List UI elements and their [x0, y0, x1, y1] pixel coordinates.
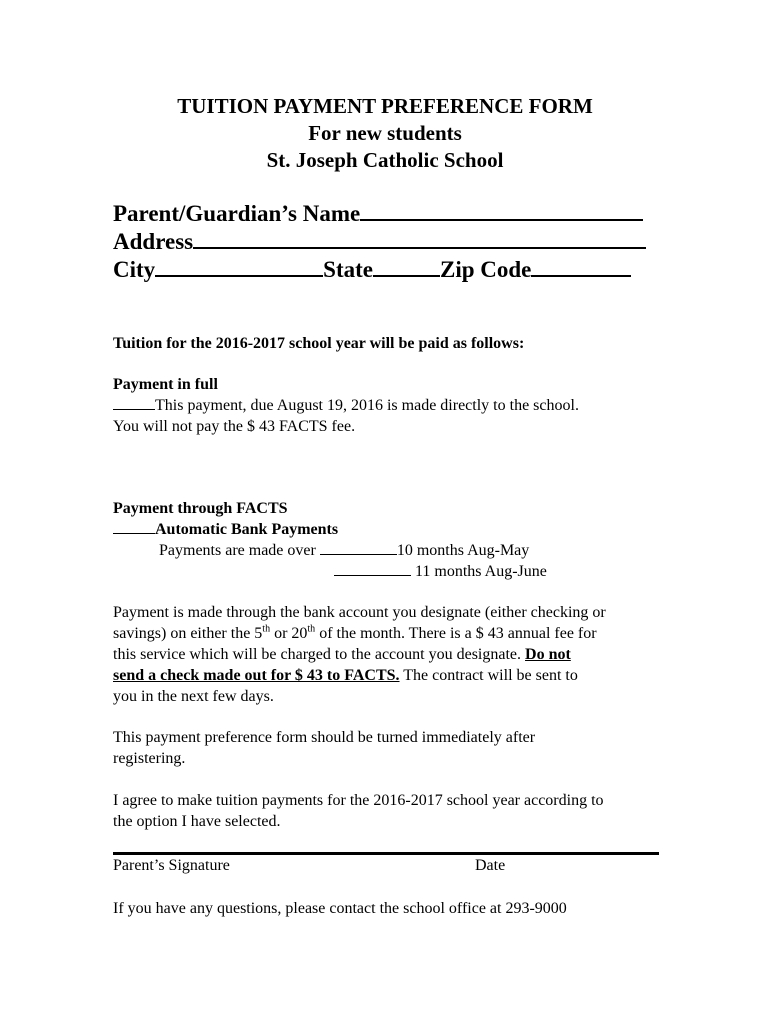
- name-label: Parent/Guardian’s Name: [113, 201, 361, 226]
- address-label: Address: [113, 229, 194, 254]
- explain-warning-start: Do not: [525, 646, 571, 663]
- contact-fields: [113, 199, 646, 283]
- agree-line-1: I agree to make tuition payments for the 2016-2017 school year according to: [113, 792, 604, 809]
- contact-footer: If you have any questions, please contact the school office at 293-9000: [113, 900, 567, 917]
- explain-line-3a: this service which will be charged to the account you designate.: [113, 646, 526, 663]
- facts-section: [113, 498, 547, 582]
- explain-warning-end: send a check made out for $ 43 to FACTS.: [113, 667, 400, 684]
- explain-line-4: [113, 665, 606, 686]
- name-input-line[interactable]: [360, 199, 643, 221]
- form-title: TUITION PAYMENT PREFERENCE FORM: [177, 94, 593, 118]
- city-state-zip-row: [113, 255, 646, 283]
- parent-signature-label: Parent’s Signature: [113, 857, 230, 874]
- city-label: City: [113, 257, 156, 282]
- explain-paragraph: [113, 602, 606, 707]
- explain-line-3: [113, 644, 606, 665]
- zip-input-line[interactable]: [531, 255, 631, 277]
- payment-full-section: [113, 374, 579, 437]
- explain-line-2c: of the month. There is a $ 43 annual fee for: [315, 625, 597, 642]
- notice-line-1: This payment preference form should be turned immediately after: [113, 729, 536, 746]
- agreement-paragraph: [113, 790, 604, 832]
- plan-11-label: 11 months Aug-June: [411, 563, 547, 580]
- state-label: State: [323, 257, 373, 282]
- plan-11-blank[interactable]: [334, 561, 411, 576]
- school-name: St. Joseph Catholic School: [266, 148, 504, 172]
- ordinal-suffix: th: [307, 623, 316, 635]
- explain-line-2a: savings) on either the 5: [113, 625, 263, 642]
- ordinal-suffix: th: [262, 623, 271, 635]
- tuition-intro: Tuition for the 2016-2017 school year will be paid as follows:: [113, 335, 525, 352]
- plan-10-blank[interactable]: [320, 540, 397, 555]
- address-field-row: [113, 227, 646, 255]
- facts-heading: Payment through FACTS: [113, 500, 288, 517]
- payment-full-text: This payment, due August 19, 2016 is made directly to the school.: [155, 397, 579, 414]
- explain-line-1: Payment is made through the bank account you designate (either checking or: [113, 604, 606, 621]
- facts-plan-10: [113, 540, 547, 561]
- form-header: [0, 93, 770, 174]
- explain-line-4b: The contract will be sent to: [399, 667, 578, 684]
- explain-line-2: [113, 623, 606, 644]
- payment-full-option: [113, 395, 579, 416]
- state-input-line[interactable]: [373, 255, 440, 277]
- facts-option-label: Automatic Bank Payments: [155, 521, 339, 538]
- explain-line-5: you in the next few days.: [113, 688, 274, 705]
- facts-option: [113, 519, 547, 540]
- plan-over-label: Payments are made over: [159, 542, 320, 559]
- facts-plan-11: [113, 561, 547, 582]
- city-input-line[interactable]: [155, 255, 323, 277]
- facts-checkbox-line[interactable]: [113, 519, 155, 534]
- notice-line-2: registering.: [113, 750, 186, 767]
- form-subtitle: For new students: [308, 121, 462, 145]
- payment-full-checkbox-line[interactable]: [113, 395, 155, 410]
- explain-line-2b: or 20: [270, 625, 308, 642]
- date-label: Date: [475, 857, 506, 874]
- address-input-line[interactable]: [193, 227, 646, 249]
- agree-line-2: the option I have selected.: [113, 813, 281, 830]
- payment-full-heading: Payment in full: [113, 376, 218, 393]
- plan-10-label: 10 months Aug-May: [396, 542, 530, 559]
- name-field-row: [113, 199, 646, 227]
- notice-paragraph: [113, 727, 535, 769]
- payment-full-note: You will not pay the $ 43 FACTS fee.: [113, 418, 356, 435]
- zip-label: Zip Code: [440, 257, 532, 282]
